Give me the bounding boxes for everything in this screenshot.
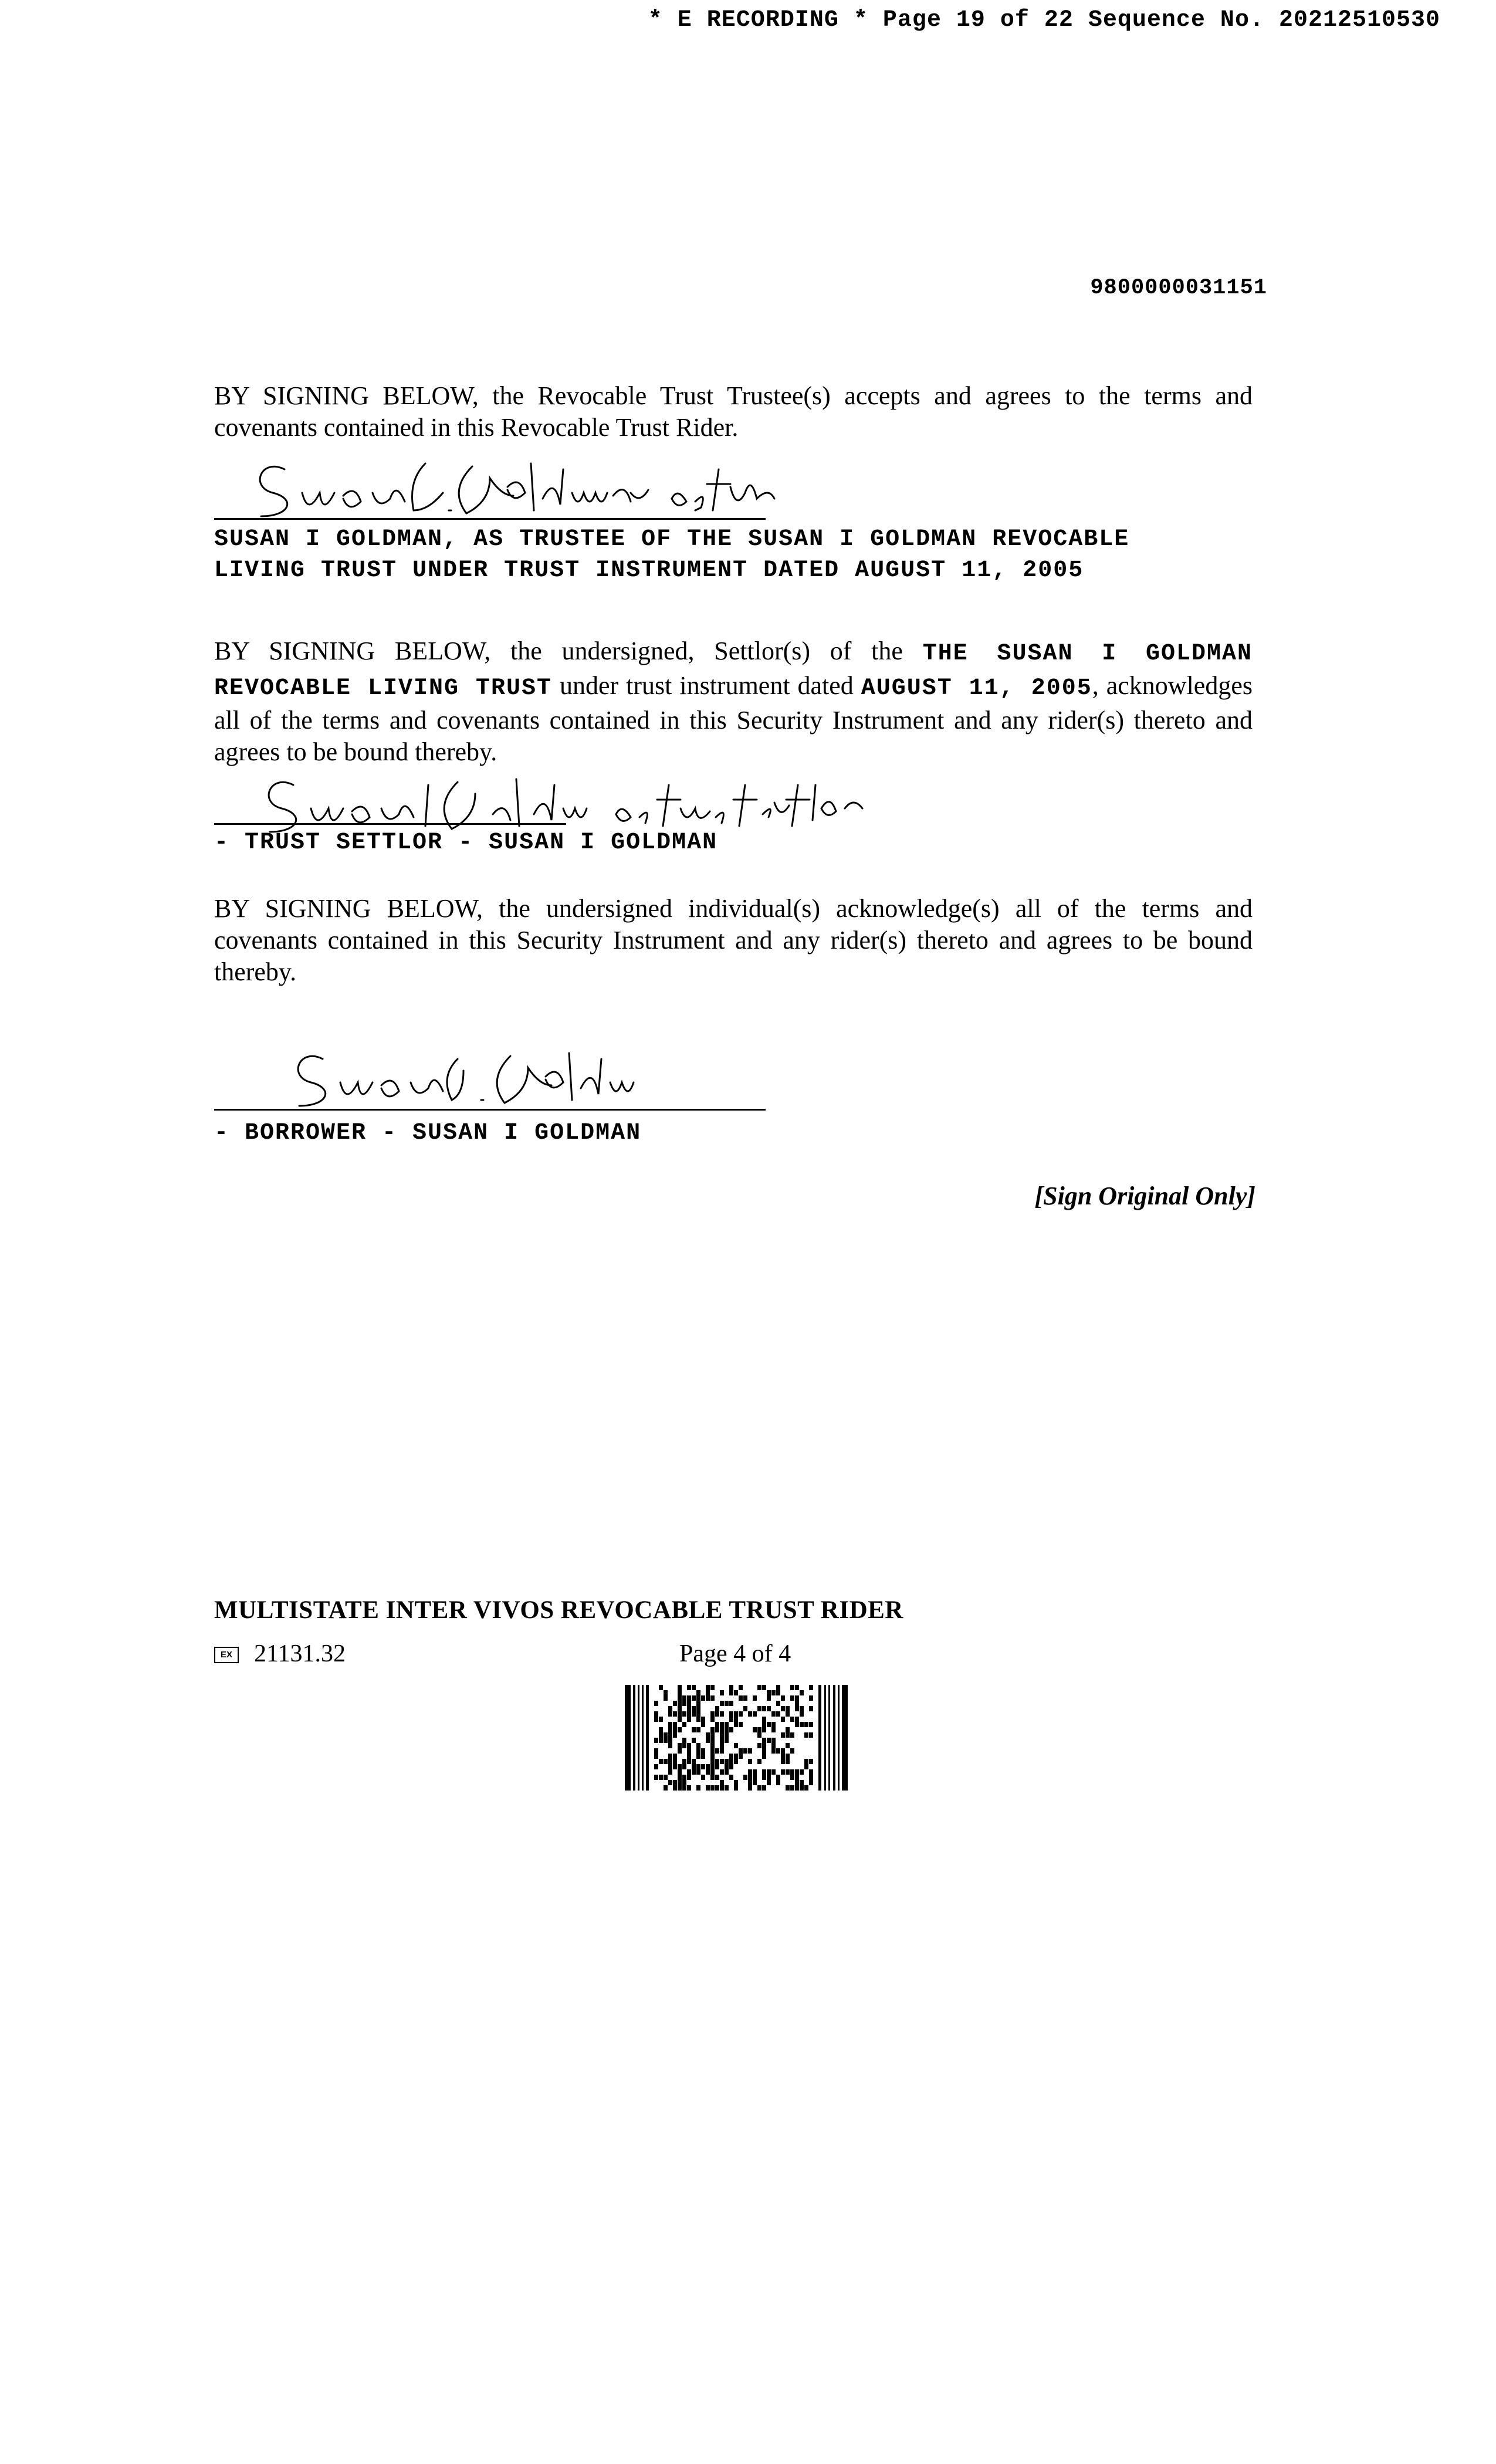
loan-number: 9800000031151 xyxy=(1090,276,1267,300)
trustee-signature-line xyxy=(214,518,766,520)
barcode-icon xyxy=(625,1685,851,1791)
page-indicator: Page 4 of 4 xyxy=(679,1640,791,1667)
trustee-caption-line-2: LIVING TRUST UNDER TRUST INSTRUMENT DATED AUGUST 11, 2005 xyxy=(214,557,1084,584)
borrower-signature xyxy=(287,1047,639,1112)
settlor-text-part-3: , acknowledges all of the terms and covenants contained in this Security Instrument and any rider(s) thereto and agrees to be bound thereby. xyxy=(214,671,1253,766)
trustee-caption-line-1: SUSAN I GOLDMAN, AS TRUSTEE OF THE SUSAN I GOLDMAN REVOCABLE xyxy=(214,526,1130,553)
trustee-acknowledgment-text: BY SIGNING BELOW, the Revocable Trust Trustee(s) accepts and agrees to the terms and covenants contained in this Revocable Trust Rider. xyxy=(214,381,1253,442)
borrower-caption: - BORROWER - SUSAN I GOLDMAN xyxy=(214,1120,642,1146)
trust-name: THE SUSAN I GOLDMAN REVOCABLE LIVING TRUST xyxy=(214,641,1253,702)
settlor-acknowledgment-text xyxy=(214,635,1253,768)
settlor-signature-line xyxy=(214,823,566,825)
recording-header: * E RECORDING * Page 19 of 22 Sequence No. 20212510530 xyxy=(648,7,1440,33)
form-title: MULTISTATE INTER VIVOS REVOCABLE TRUST RIDER xyxy=(214,1596,903,1624)
settlor-text-part-2: under trust instrument dated xyxy=(552,671,861,700)
borrower-acknowledgment-text: BY SIGNING BELOW, the undersigned individual(s) acknowledge(s) all of the terms and covenants contained in this Security Instrument and any rider(s) thereto and agrees to be bound thereby. xyxy=(214,894,1253,986)
settlor-text-part-1: BY SIGNING BELOW, the undersigned, Settlor(s) of the xyxy=(214,637,923,665)
settlor-caption: - TRUST SETTLOR - SUSAN I GOLDMAN xyxy=(214,830,718,856)
form-logo-icon: EX xyxy=(214,1647,239,1663)
trust-date: AUGUST 11, 2005 xyxy=(861,675,1092,702)
borrower-signature-line xyxy=(214,1109,766,1111)
sign-original-note: [Sign Original Only] xyxy=(1034,1182,1255,1210)
form-number: 21131.32 xyxy=(254,1640,346,1667)
trustee-signature xyxy=(249,452,777,528)
